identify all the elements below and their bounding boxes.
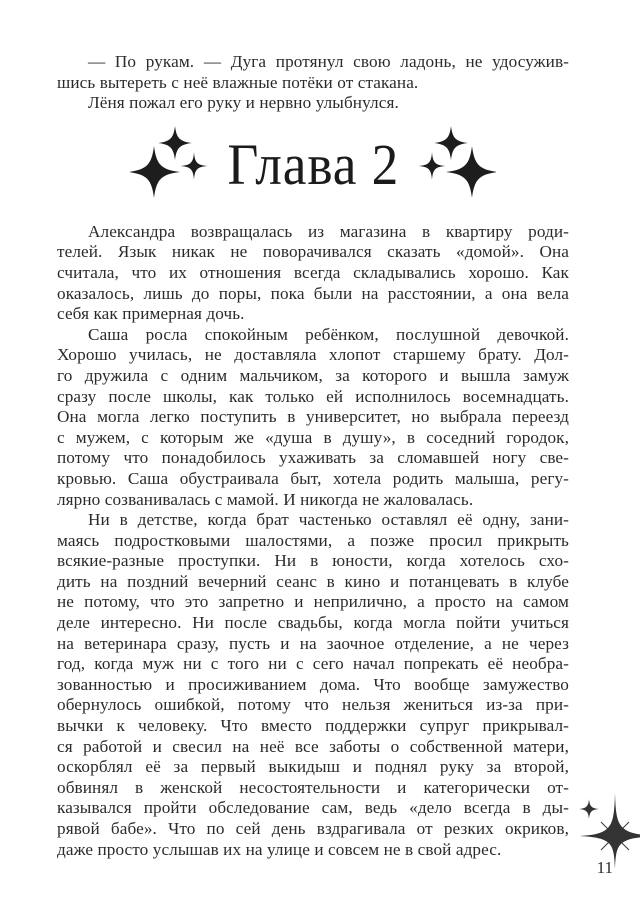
text-line: телей. Язык никак не поворачивался сказать «домой». Она xyxy=(57,242,569,262)
text-line: Саша росла спокойным ребёнком, послушной девочкой. xyxy=(88,324,569,344)
text-column xyxy=(57,52,569,860)
text-line: дить на поздний вечерний сеанс в кино и потанцевать в клубе xyxy=(57,571,569,591)
text-line: — По рукам. — Дуга протянул свою ладонь, не удосужив- xyxy=(88,52,569,71)
text-line: вычки к человеку. Что вместо поддержки супруг прикрывал- xyxy=(57,716,569,736)
text-line: с мужем, с которым же «душа в душу», в соседний городок, xyxy=(57,427,569,447)
intro-paragraphs xyxy=(57,52,569,114)
text-line: маясь подростковыми шалостями, а позже просил прикрыть xyxy=(57,530,569,550)
text-line: Она могла легко поступить в университет, но выбрала переезд xyxy=(57,407,569,427)
text-line: зованностью и просиживанием дома. Что вообще замужество xyxy=(57,674,569,694)
text-line: деле интересно. Ни после свадьбы, когда могла пойти учиться xyxy=(57,613,569,633)
body-paragraphs xyxy=(57,222,569,860)
page-number: 11 xyxy=(596,858,613,877)
sparkle-ornament-left-icon xyxy=(130,125,210,211)
text-line: Хорошо училась, не доставляла хлопот старшему брату. Дол- xyxy=(57,345,569,365)
text-line: кровью. Саша обустраивала быт, хотела родить малыша, регу- xyxy=(57,468,569,488)
text-line: го дружила с одним мальчиком, за которого и вышла замуж xyxy=(57,365,569,385)
text-line: год, когда муж ни с того ни с сего начал попрекать её необра- xyxy=(57,654,569,674)
chapter-heading xyxy=(57,114,569,222)
text-line: сразу после школы, как только ей исполнилось восемнадцать. xyxy=(57,386,569,406)
text-line: казывался пройти обследование сам, ведь «дело всегда в ды- xyxy=(57,798,569,818)
text-line: на ветеринара сразу, пусть и на заочное отделение, а не через xyxy=(57,633,569,653)
text-line: потому что понадобилось ухаживать за сломавшей ногу све- xyxy=(57,448,569,468)
text-line: оказалось, лишь до поры, пока были на расстоянии, а она вела xyxy=(57,283,569,303)
sparkle-ornament-right-icon xyxy=(416,125,496,211)
text-line: даже просто услышав их на улице и совсем не в свой адрес. xyxy=(57,839,502,859)
text-line: обернулось ошибкой, потому что нельзя жениться из-за при- xyxy=(57,695,569,715)
text-line: себя как примерная дочь. xyxy=(57,304,245,324)
text-line: лярно созванивалась с мамой. И никогда не жаловалась. xyxy=(57,489,474,509)
text-line: не потому, что это запретно и неприлично, а просто на самом xyxy=(57,592,569,612)
text-line: Александра возвращалась из магазина в квартиру роди- xyxy=(88,221,569,241)
text-line: Лёня пожал его руку и нервно улыбнулся. xyxy=(88,93,399,113)
text-line: ся работой и свесил на неё все заботы о собственной матери, xyxy=(57,736,569,756)
text-line: всякие-разные проступки. Ни в юности, когда хотелось схо- xyxy=(57,551,569,571)
text-line: обвинял в женской несостоятельности и категорически от- xyxy=(57,777,569,797)
chapter-title: Глава 2 xyxy=(227,131,399,197)
text-line: шись вытереть с неё влажные потёки от стакана. xyxy=(57,72,419,92)
text-line: оскорблял её за первый выкидыш и поднял руку за второй, xyxy=(57,757,569,777)
text-line: считала, что их отношения всегда складывались хорошо. Как xyxy=(57,262,569,282)
text-line: Ни в детстве, когда брат частенько оставлял её одну, зани- xyxy=(88,510,569,530)
text-line: рявой бабе». Что по сей день вздрагивала от резких окриков, xyxy=(57,819,569,838)
